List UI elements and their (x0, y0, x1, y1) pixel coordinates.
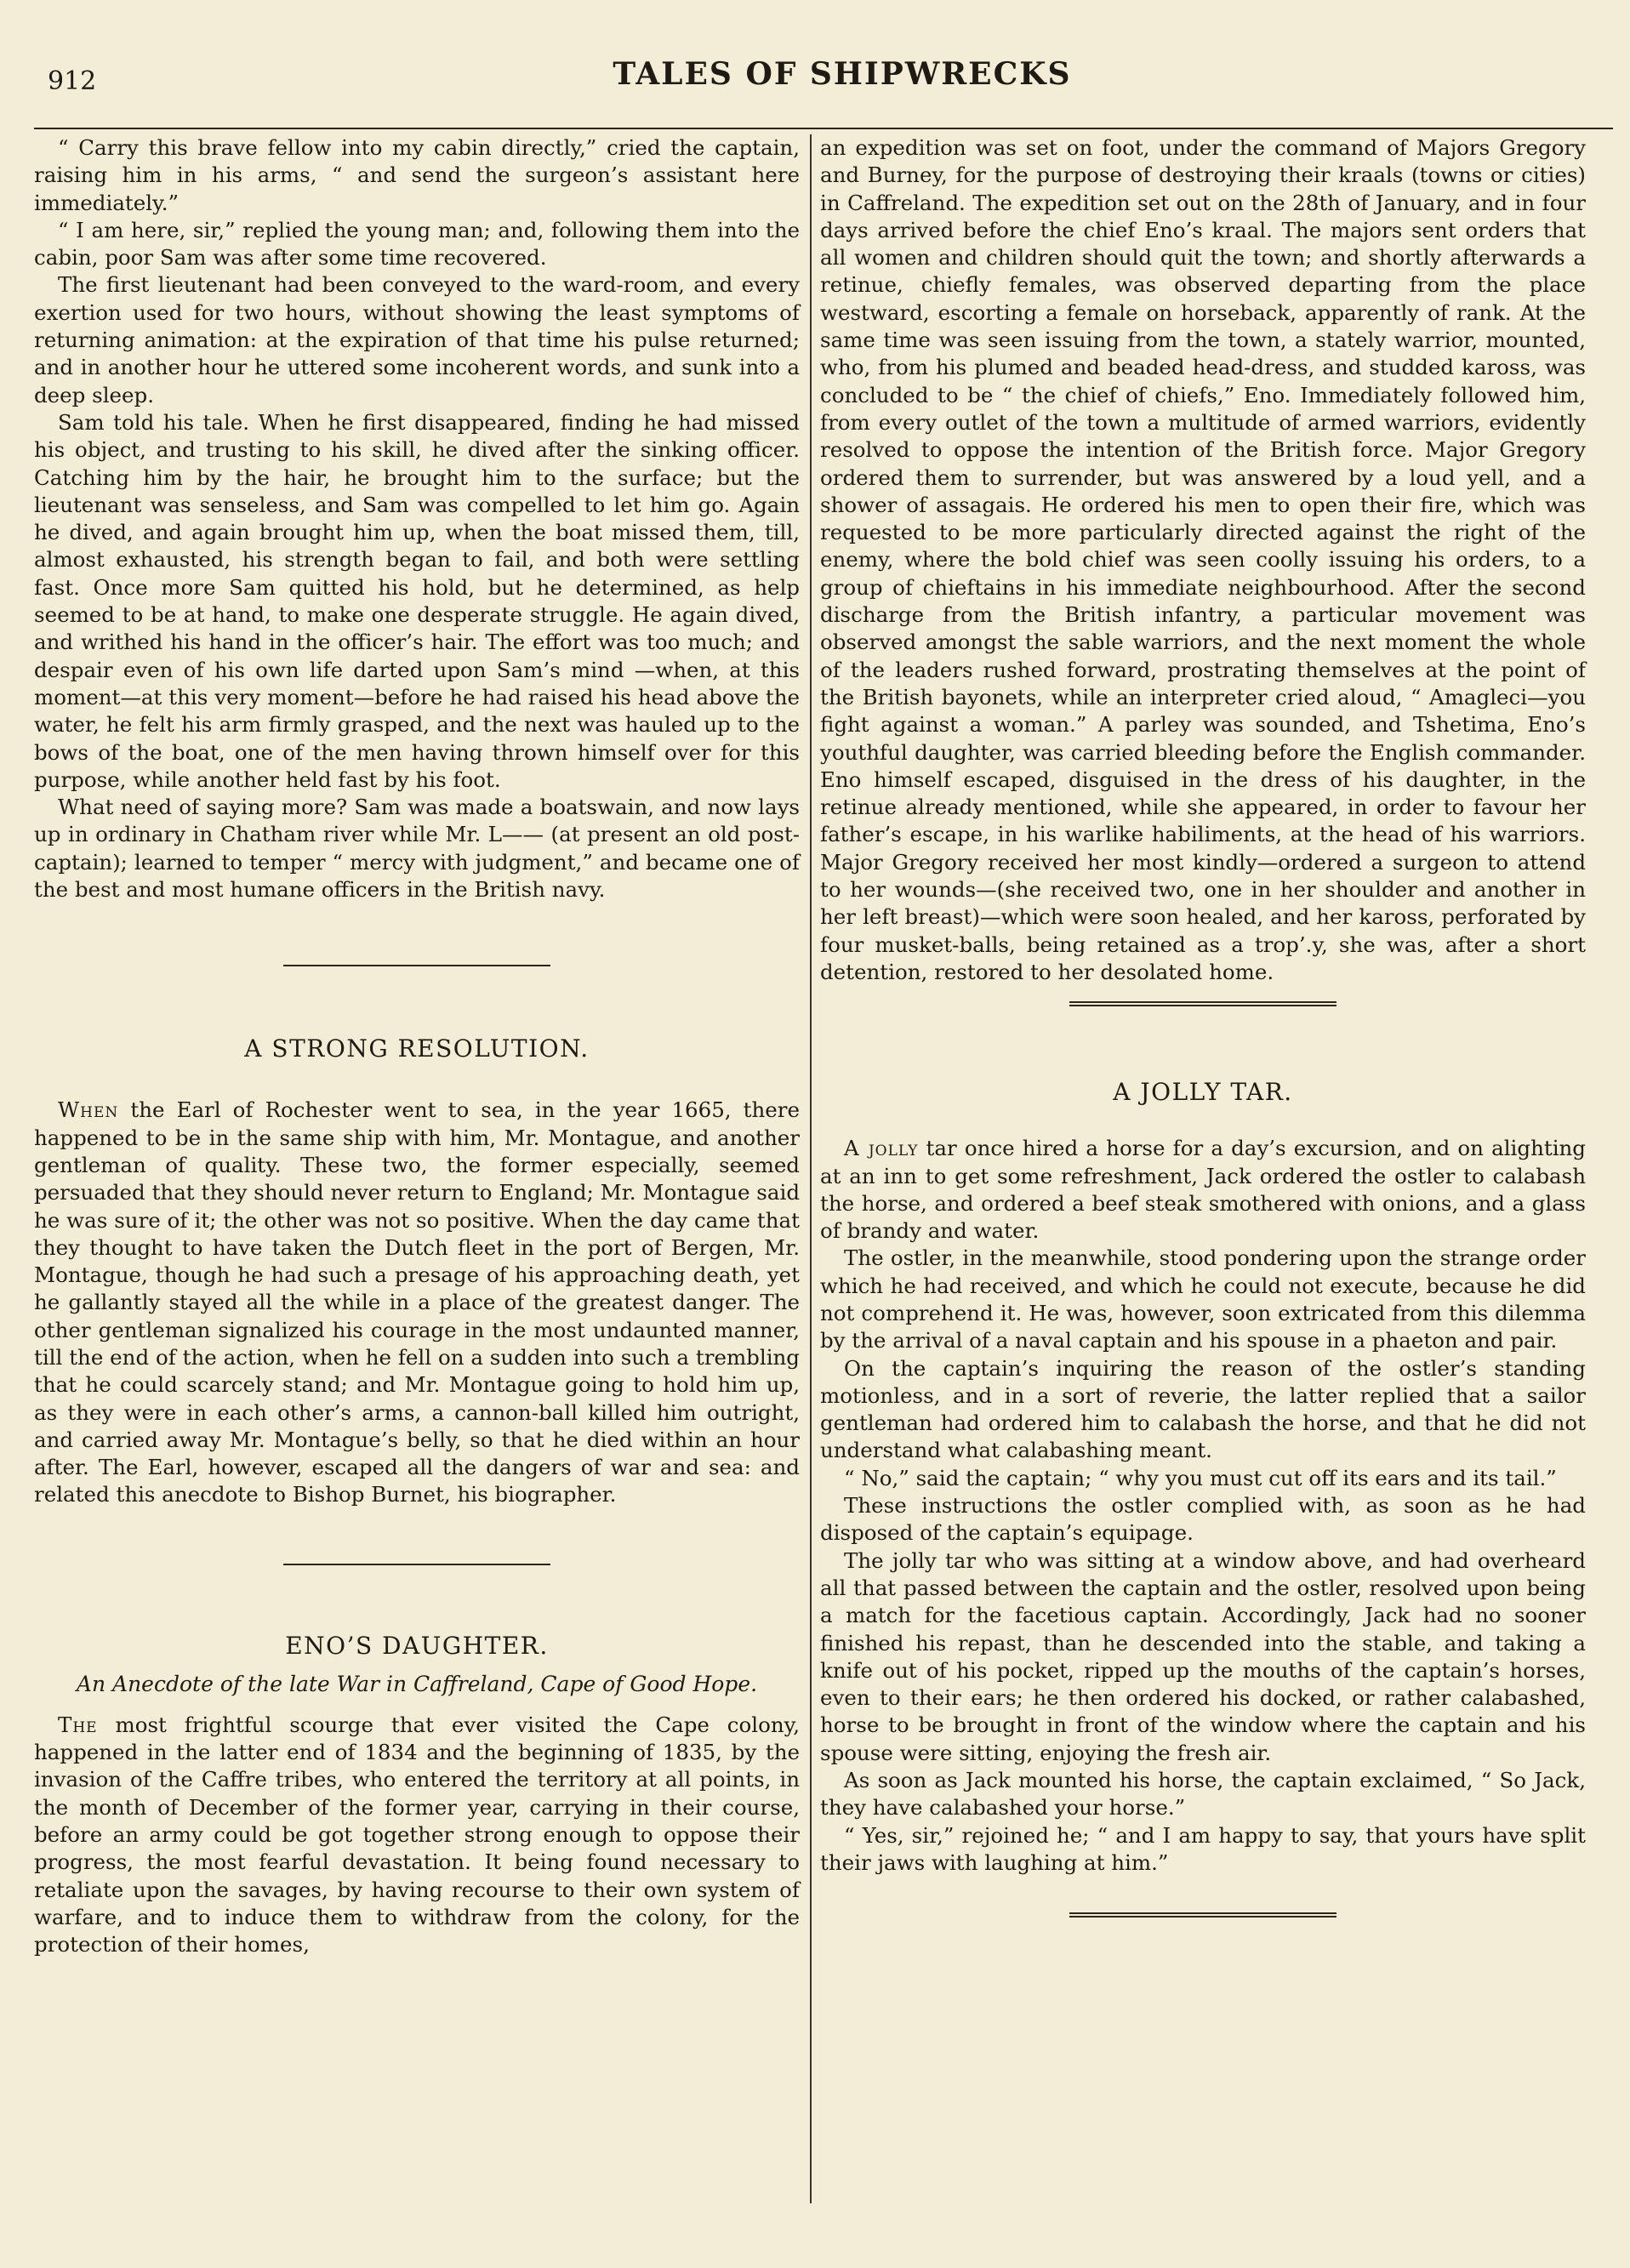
jolly-tar-paragraph: The ostler, in the meanwhile, stood pondering upon the strange order which he had received, and which he could not execute, because he did not comprehend it. He was, however, soon extricated from this dilemma by the arrival of a naval captain and his spouse in a phaeton and pair. (820, 1245, 1586, 1353)
page-header (0, 53, 1630, 104)
jolly-tar-paragraph: The jolly tar who was sitting at a window above, and had overheard all that passed between the captain and the ostler, resolved upon being a match for the facetious captain. Accordingly, Jack had no sooner finished his repast, than he descended into the stable, and taking a knife out of his pocket, ripped up the mouths of the captain’s horses, even to their ears; he then ordered his docked, or rather calabashed, horse to be brought in front of the window where the captain and his spouse were sitting, enjoying the fresh air. (820, 1547, 1586, 1765)
section-subtitle: An Anecdote of the late War in Caffreland, Cape of Good Hope. (76, 1671, 758, 1696)
strong-resolution-paragraph (34, 1097, 800, 1508)
jolly-tar-paragraph: As soon as Jack mounted his horse, the captain exclaimed, “ So Jack, they have calabashed your horse.” (820, 1768, 1586, 1821)
column-divider (810, 134, 812, 2203)
story-paragraph: Sam told his tale. When he first disappeared, finding he had missed his object, and trusting to his skill, he dived after the sinking officer. Catching him by the hair, he brought him to the surface; but the lieutenant was senseless, and Sam was compelled to let him go. Again he dived, and again brought him up, when the boat missed them, till, almost exhausted, his strength began to fail, and both were settling fast. Once more Sam quitted his hold, but he determined, as help seemed to be at hand, to make one desperate struggle. He again dived, and writhed his hand in the officer’s hair. The effort was too much; and despair even of his own life darted upon Sam’s mind —when, at this moment—at this very moment—before he had raised his head above the water, he felt his arm firmly grasped, and the next was hauled up to the bows of the boat, one of the men having thrown himself over for this purpose, while another held fast by his foot. (34, 409, 800, 792)
right-column (820, 134, 1586, 1918)
page-number: 912 (48, 66, 97, 96)
lead-word: A jolly (844, 1136, 919, 1161)
enos-daughter-continued: an expedition was set on foot, under the command of Majors Gregory and Burney, for the purpose of destroying their kraals (towns or cities) in Caffreland. The expedition set out on the 28th of January, and in four days arrived before the chief Eno’s kraal. The majors sent orders that all women and children should quit the town; and shortly afterwards a retinue, chiefly females, was observed departing from the place westward, escorting a female on horseback, apparently of rank. At the same time was seen issuing from the town, a stately warrior, mounted, who, from his plumed and beaded head-dress, and studded kaross, was concluded to be “ the chief of chiefs,” Eno. Immediately followed him, from every outlet of the town a multitude of armed warriors, evidently resolved to oppose the intention of the British force. Major Gregory ordered them to surrender, but was answered by a loud yell, and a shower of assagais. He ordered his men to open their fire, which was requested to be more particularly directed against the right of the enemy, where the bold chief was seen coolly issuing his orders, to a group of chieftains in his immediate neighbourhood. After the second discharge from the British infantry, a particular movement was observed amongst the sable warriors, and the next moment the whole of the leaders rushed forward, prostrating themselves at the point of the British bayonets, while an interpreter cried aloud, “ Amagleci—you fight against a woman.” A parley was sounded, and Tshetima, Eno’s youthful daughter, was carried bleeding before the English commander. Eno himself escaped, disguised in the dress of his daughter, in the retinue already mentioned, while she appeared, in order to favour her father’s escape, in his warlike habiliments, at the head of his warriors. Major Gregory received her most kindly—ordered a surgeon to attend to her wounds—(she received two, one in her shoulder and another in her left breast)—which were soon healed, and her kaross, perforated by four musket-balls, being retained as a trop’.y, she was, after a short detention, restored to her desolated home. (820, 135, 1586, 984)
header-rule (34, 128, 1613, 129)
jolly-tar-paragraph: “ No,” said the captain; “ why you must cut off its ears and its tail.” (844, 1465, 1557, 1490)
section-title-enos-daughter: ENO’S DAUGHTER. (285, 1631, 549, 1660)
section-title-jolly-tar: A JOLLY TAR. (1113, 1078, 1293, 1107)
left-column (34, 134, 800, 1958)
lead-word: The (58, 1712, 98, 1737)
paragraph-text: the Earl of Rochester went to sea, in the year 1665, there happened to be in the same ship with him, Mr. Montague, and another gentleman of quality. These two, the former especially, seemed persuaded that they should never return to England; Mr. Montague said he was sure of it; the other was not so positive. When the day came that they thought to have taken the Dutch fleet in the port of Bergen, Mr. Montague, though he had such a presage of his approaching death, yet he gallantly stayed all the while in a place of the greatest danger. The other gentleman signalized his courage in the most undaunted manner, till the end of the action, when he fell on a sudden into such a trembling that he could scarcely stand; and Mr. Montague going to hold him up, as they were in each other’s arms, a cannon-ball killed him outright, and carried away Mr. Montague’s belly, so that he died within an hour after. The Earl, however, escaped all the dangers of war and sea: and related this anecdote to Bishop Burnet, his biographer. (34, 1097, 800, 1507)
story-paragraph: “ I am here, sir,” replied the young man; and, following them into the cabin, poor Sam was after some time recovered. (34, 217, 800, 271)
story-paragraph: “ Carry this brave fellow into my cabin directly,” cried the captain, raising him in his arms, “ and send the surgeon’s assistant here immediately.” (34, 135, 800, 215)
running-title: TALES OF SHIPWRECKS (613, 56, 1072, 92)
jolly-tar-paragraph: “ Yes, sir,” rejoined he; “ and I am happy to say, that yours have split their jaws with laughing at him.” (820, 1822, 1586, 1875)
paragraph-text: most frightful scourge that ever visited the Cape colony, happened in the latter end of 1834 and the beginning of 1835, by the invasion of the Caffre tribes, who entered the territory at all points, in the month of December of the former year, carrying in their course, before an army could be got together strong enough to oppose their progress, the most fearful devastation. It being found necessary to retaliate upon the savages, by having recourse to their own system of warfare, and to induce them to withdraw from the colony, for the protection of their homes, (34, 1712, 800, 1957)
end-rule (1069, 1912, 1336, 1918)
story-paragraph: What need of saying more? Sam was made a boatswain, and now lays up in ordinary in Chatham river while Mr. L—— (at present an old post-captain); learned to temper “ mercy with judgment,” and became one of the best and most humane officers in the British navy. (34, 795, 800, 903)
paragraph-text: tar once hired a horse for a day’s excursion, and on alighting at an inn to get some refreshment, Jack ordered the ostler to calabash the horse, and ordered a beef steak smothered with onions, and a glass of brandy and water. (820, 1136, 1586, 1244)
jolly-tar-paragraph (820, 1135, 1586, 1245)
story-paragraph: The first lieutenant had been conveyed to the ward-room, and every exertion used for two hours, without showing the least symptoms of returning animation: at the expiration of that time his pulse returned; and in another hour he uttered some incoherent words, and sunk into a deep sleep. (34, 272, 800, 407)
lead-word: When (58, 1097, 119, 1123)
jolly-tar-paragraph: On the captain’s inquiring the reason of the ostler’s standing motionless, and in a sort of reverie, the latter replied that a sailor gentleman had ordered him to calabash the horse, and that he did not understand what calabashing meant. (820, 1355, 1586, 1463)
enos-daughter-paragraph (34, 1712, 800, 1959)
jolly-tar-paragraph: These instructions the ostler complied with, as soon as he had disposed of the captain’s equipage. (820, 1493, 1586, 1546)
section-title-strong-resolution: A STRONG RESOLUTION. (244, 1034, 590, 1063)
